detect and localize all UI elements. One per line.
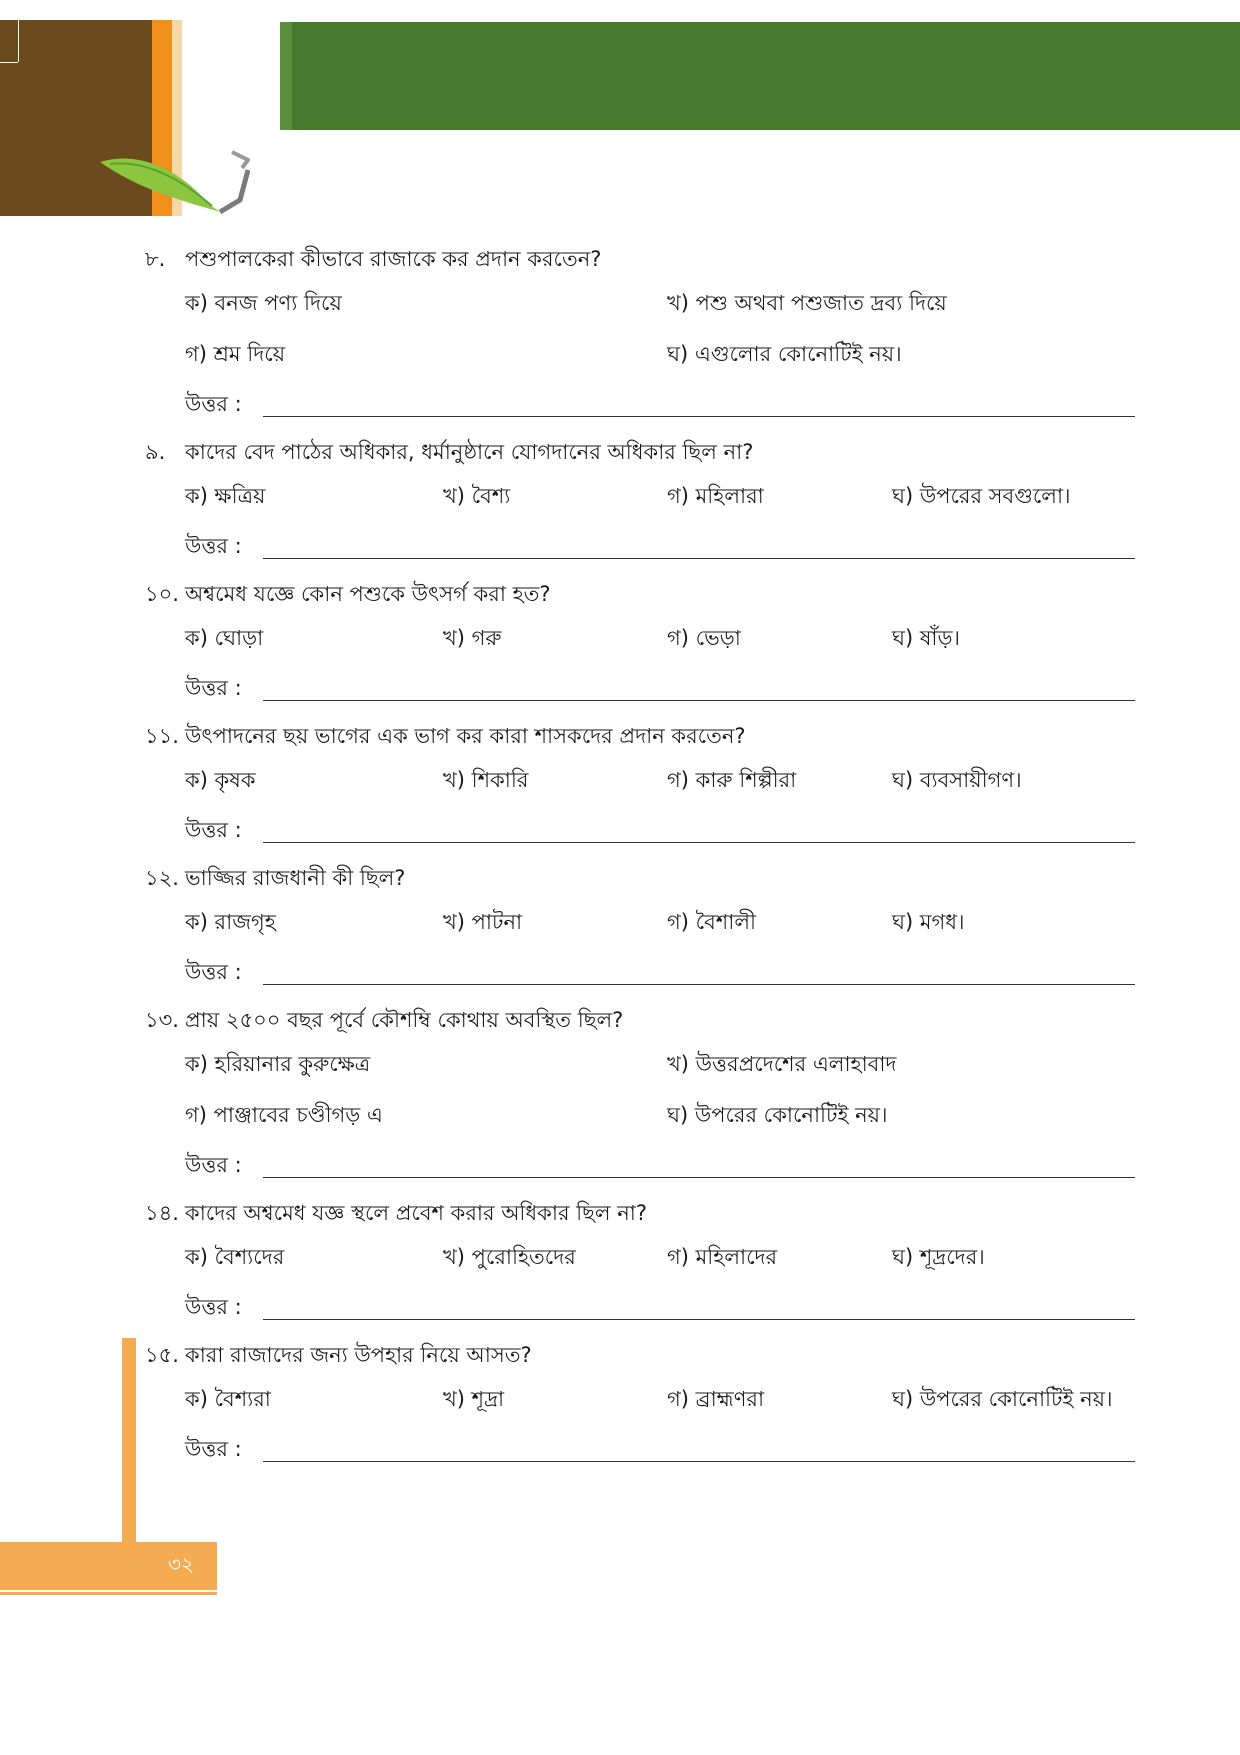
answer-row [145, 380, 1135, 431]
question-title [145, 240, 1135, 278]
option-ka: ক) বৈশ্যদের [185, 1245, 285, 1269]
option-ga: গ) শ্রম দিয়ে [185, 342, 286, 366]
question-list [145, 240, 1135, 1478]
answer-blank[interactable] [263, 984, 1135, 985]
question-8 [145, 240, 1135, 431]
option-ka: ক) রাজগৃহ [185, 910, 276, 934]
answer-label: উত্তর : [185, 1437, 242, 1461]
answer-blank[interactable] [263, 1177, 1135, 1178]
option-ka: ক) হরিয়ানার কুরুক্ষেত্র [185, 1052, 371, 1076]
option-kha: খ) শূদ্রা [443, 1387, 505, 1411]
option-kha: খ) পশু অথবা পশুজাত দ্রব্য দিয়ে [667, 291, 947, 315]
side-accent-bar [122, 1338, 136, 1542]
question-text: ভাজ্জির রাজধানী কী ছিল? [185, 866, 406, 890]
footer-rule [0, 1592, 217, 1595]
question-text: কারা রাজাদের জন্য উপহার নিয়ে আসত? [185, 1343, 532, 1367]
answer-blank[interactable] [263, 842, 1135, 843]
options-row [145, 755, 1135, 806]
option-gha: ঘ) উপরের কোনোটিই নয়। [667, 1103, 888, 1127]
question-text: উৎপাদনের ছয় ভাগের এক ভাগ কর কারা শাসকদের প্রদান করতেন? [185, 724, 746, 748]
option-kha: খ) পাটনা [443, 910, 523, 934]
answer-blank[interactable] [263, 1319, 1135, 1320]
question-number: ১৫. [145, 1343, 179, 1367]
options-row [145, 471, 1135, 522]
options-row [145, 1232, 1135, 1283]
answer-label: উত্তর : [185, 1153, 242, 1177]
answer-label: উত্তর : [185, 676, 242, 700]
question-number: ১২. [145, 866, 179, 890]
option-ga: গ) বৈশালী [667, 910, 756, 934]
page-number: ৩২ [168, 1552, 195, 1576]
question-number: ৮. [145, 247, 166, 271]
leaf-icon [100, 150, 250, 220]
answer-row [145, 806, 1135, 857]
header-green-band [292, 22, 1240, 130]
option-gha: ঘ) শূদ্রদের। [892, 1245, 985, 1269]
question-text: প্রায় ২৫০০ বছর পূর্বে কৌশম্বি কোথায় অবস্থিত ছিল? [185, 1008, 624, 1032]
option-ka: ক) বনজ পণ্য দিয়ে [185, 291, 342, 315]
question-title [145, 1336, 1135, 1374]
question-11 [145, 717, 1135, 857]
option-gha: ঘ) এগুলোর কোনোটিই নয়। [667, 342, 902, 366]
question-number: ১১. [145, 724, 179, 748]
option-ga: গ) পাঞ্জাবের চণ্ডীগড় এ [185, 1103, 383, 1127]
options-row [145, 1374, 1135, 1425]
question-text: কাদের বেদ পাঠের অধিকার, ধর্মানুষ্ঠানে যোগদানের অধিকার ছিল না? [185, 440, 754, 464]
question-14 [145, 1194, 1135, 1334]
option-ka: ক) বৈশ্যরা [185, 1387, 271, 1411]
option-ga: গ) মহিলাদের [667, 1245, 778, 1269]
answer-label: উত্তর : [185, 534, 242, 558]
question-13 [145, 1001, 1135, 1192]
question-number: ১৪. [145, 1201, 179, 1225]
header-corner-mark [18, 20, 19, 62]
option-ka: ক) ক্ষত্রিয় [185, 484, 266, 508]
header-green-edge [280, 22, 292, 130]
option-ga: গ) মহিলারা [667, 484, 764, 508]
option-kha: খ) গরু [443, 626, 502, 650]
option-gha: ঘ) মগধ। [892, 910, 965, 934]
options-row [145, 613, 1135, 664]
question-text: অশ্বমেধ যজ্ঞে কোন পশুকে উৎসর্গ করা হত? [185, 582, 551, 606]
answer-label: উত্তর : [185, 1295, 242, 1319]
option-kha: খ) পুরোহিতদের [443, 1245, 576, 1269]
options-row [145, 278, 1135, 329]
option-gha: ঘ) উপরের সবগুলো। [892, 484, 1071, 508]
option-gha: ঘ) উপরের কোনোটিই নয়। [892, 1387, 1113, 1411]
answer-row [145, 1283, 1135, 1334]
question-12 [145, 859, 1135, 999]
options-row [145, 1090, 1135, 1141]
option-ga: গ) ভেড়া [667, 626, 741, 650]
answer-row [145, 1141, 1135, 1192]
options-row [145, 1039, 1135, 1090]
option-gha: ঘ) ষাঁড়। [892, 626, 961, 650]
answer-row [145, 522, 1135, 573]
question-title [145, 859, 1135, 897]
question-title [145, 717, 1135, 755]
answer-row [145, 664, 1135, 715]
question-title [145, 433, 1135, 471]
question-number: ১০. [145, 582, 179, 606]
options-row [145, 897, 1135, 948]
answer-blank[interactable] [263, 416, 1135, 417]
question-text: কাদের অশ্বমেধ যজ্ঞ স্থলে প্রবেশ করার অধিকার ছিল না? [185, 1201, 647, 1225]
question-10 [145, 575, 1135, 715]
answer-row [145, 1425, 1135, 1476]
header-corner-mark [0, 62, 18, 63]
question-15 [145, 1336, 1135, 1476]
question-number: ৯. [145, 440, 166, 464]
options-row [145, 329, 1135, 380]
answer-row [145, 948, 1135, 999]
question-title [145, 575, 1135, 613]
answer-label: উত্তর : [185, 392, 242, 416]
option-ka: ক) কৃষক [185, 768, 256, 792]
question-title [145, 1001, 1135, 1039]
question-text: পশুপালকেরা কীভাবে রাজাকে কর প্রদান করতেন? [185, 247, 602, 271]
answer-blank[interactable] [263, 558, 1135, 559]
option-gha: ঘ) ব্যবসায়ীগণ। [892, 768, 1022, 792]
question-title [145, 1194, 1135, 1232]
answer-blank[interactable] [263, 1461, 1135, 1462]
option-ka: ক) ঘোড়া [185, 626, 264, 650]
option-kha: খ) উত্তরপ্রদেশের এলাহাবাদ [667, 1052, 897, 1076]
answer-label: উত্তর : [185, 960, 242, 984]
answer-label: উত্তর : [185, 818, 242, 842]
option-kha: খ) শিকারি [443, 768, 529, 792]
question-number: ১৩. [145, 1008, 179, 1032]
option-ga: গ) ব্রাহ্মণরা [667, 1387, 765, 1411]
option-ga: গ) কারু শিল্পীরা [667, 768, 797, 792]
option-kha: খ) বৈশ্য [443, 484, 511, 508]
answer-blank[interactable] [263, 700, 1135, 701]
question-9 [145, 433, 1135, 573]
